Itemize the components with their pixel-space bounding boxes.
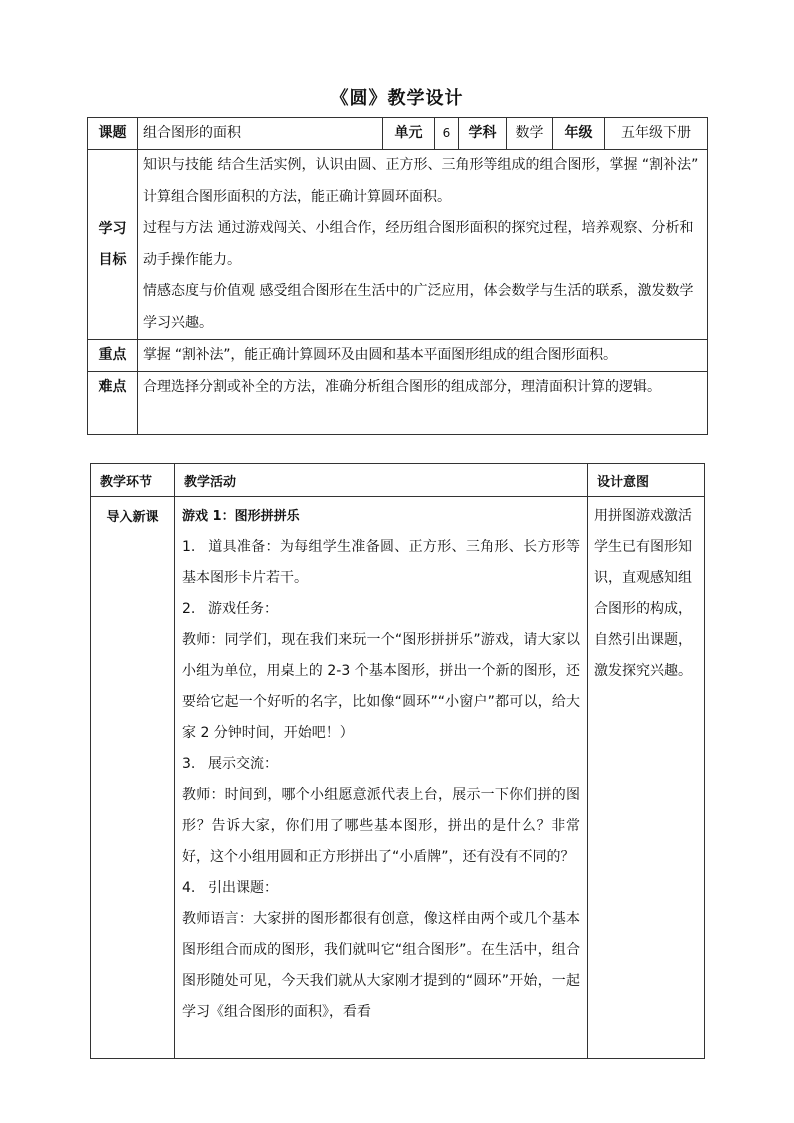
design-intent: 用拼图游戏激活学生已有图形知识，直观感知组合图形的构成，自然引出课题，激发探究兴趣。 — [588, 497, 705, 1059]
item-3-number: 3. — [182, 756, 196, 772]
grade-label: 年级 — [553, 118, 605, 150]
item-4-number: 4. — [182, 880, 196, 896]
topic-value: 组合图形的面积 — [138, 118, 383, 150]
item-1-number: 1. — [182, 539, 196, 555]
grade-value: 五年级下册 — [605, 118, 708, 150]
col-header-intent: 设计意图 — [588, 464, 705, 497]
activity-item-1 — [182, 532, 580, 594]
col-header-stage: 教学环节 — [91, 464, 175, 497]
goals-label-line2: 目标 — [98, 251, 127, 268]
key-point-label: 重点 — [88, 340, 138, 372]
topic-label: 课题 — [88, 118, 138, 150]
item-4-text: 引出课题： — [208, 880, 278, 896]
item-2-text: 游戏任务： — [208, 601, 278, 617]
goal-attitude: 情感态度与价值观 感受组合图形在生活中的广泛应用，体会数学与生活的联系，激发数学学习兴趣。 — [143, 283, 694, 331]
subject-value: 数学 — [507, 118, 553, 150]
col-header-activity: 教学活动 — [175, 464, 588, 497]
key-point-value: 掌握 “割补法”，能正确计算圆环及由圆和基本平面图形组成的组合图形面积。 — [138, 340, 708, 372]
lesson-process-table — [90, 463, 705, 1059]
difficulty-label: 难点 — [88, 372, 138, 435]
unit-value: 6 — [435, 118, 459, 150]
activity-item-3 — [182, 749, 580, 780]
lesson-info-table — [87, 117, 708, 435]
activity-content — [175, 497, 588, 1059]
subject-label: 学科 — [459, 118, 507, 150]
page-title: 《圆》教学设计 — [330, 88, 464, 109]
teacher-speech-3: 教师：时间到，哪个小组愿意派代表上台，展示一下你们拼的图形？告诉大家，你们用了哪些基本图形，拼出的是什么？非常好，这个小组用圆和正方形拼出了“小盾牌”，还有没有不同的？ — [182, 787, 580, 865]
goal-knowledge: 知识与技能 结合生活实例，认识由圆、正方形、三角形等组成的组合图形，掌握 “割补法” 计算组合图形面积的方法，能正确计算圆环面积。 — [143, 157, 699, 205]
teacher-speech-2: 教师：同学们，现在我们来玩一个“图形拼拼乐”游戏，请大家以小组为单位，用桌上的 2-3 个基本图形，拼出一个新的图形，还要给它起一个好听的名字，比如像“圆环”“小窗户”都可以，给大家 2 分钟时间，开始吧！） — [182, 632, 580, 741]
activity-item-4 — [182, 873, 580, 904]
goals-content — [138, 150, 708, 340]
item-1-text: 道具准备：为每组学生准备圆、正方形、三角形、长方形等基本图形卡片若干。 — [182, 539, 580, 586]
item-3-text: 展示交流： — [208, 756, 278, 772]
activity-item-2 — [182, 594, 580, 625]
difficulty-value: 合理选择分割或补全的方法，准确分析组合图形的组成部分，理清面积计算的逻辑。 — [138, 372, 708, 435]
teacher-speech-4: 教师语言：大家拼的图形都很有创意，像这样由两个或几个基本图形组合而成的图形，我们就叫它“组合图形”。在生活中，组合图形随处可见，今天我们就从大家刚才提到的“圆环”开始，一起学习《组合图形的面积》，看看 — [182, 911, 580, 1020]
goal-process: 过程与方法 通过游戏闯关、小组合作，经历组合图形面积的探究过程，培养观察、分析和动手操作能力。 — [143, 220, 694, 268]
game-title: 游戏 1：图形拼拼乐 — [182, 509, 300, 524]
unit-label: 单元 — [383, 118, 435, 150]
stage-intro: 导入新课 — [91, 497, 175, 1059]
goals-label — [88, 150, 138, 340]
goals-label-line1: 学习 — [98, 220, 127, 237]
item-2-number: 2. — [182, 601, 196, 617]
